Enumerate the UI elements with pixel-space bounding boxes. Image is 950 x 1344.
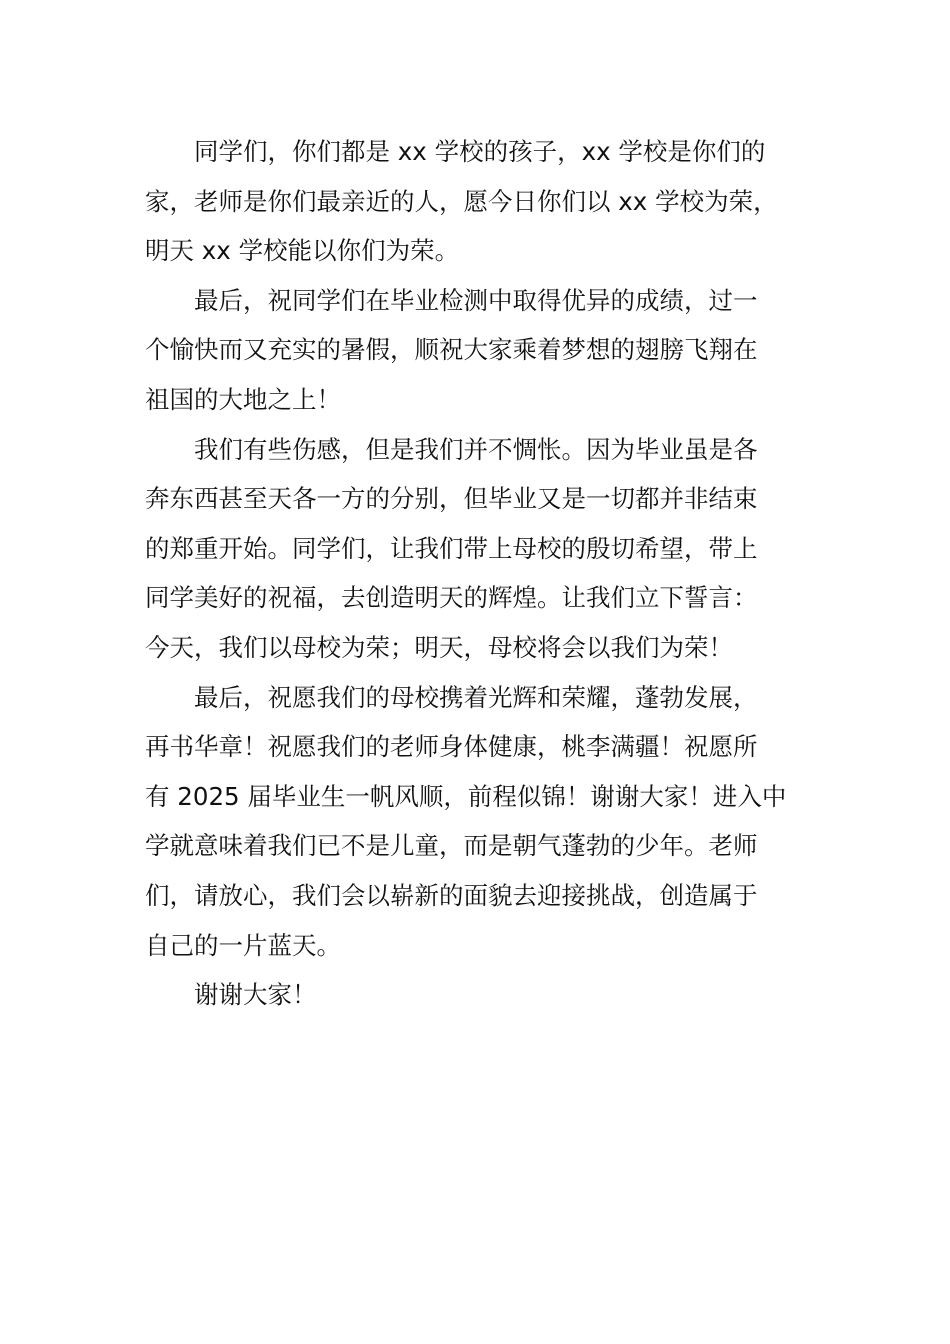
text-line: 祖国的大地之上！ bbox=[145, 384, 341, 414]
text-line: 我们有些伤感，但是我们并不惆怅。因为毕业虽是各 bbox=[194, 434, 758, 464]
paragraph-5 bbox=[145, 970, 810, 1020]
text-line: 有 2025 届毕业生一帆风顺，前程似锦！谢谢大家！进入中 bbox=[145, 781, 787, 811]
text-line: 个愉快而又充实的暑假，顺祝大家乘着梦想的翅膀飞翔在 bbox=[145, 335, 758, 365]
text-line: 们，请放心，我们会以崭新的面貌去迎接挑战，创造属于 bbox=[145, 880, 758, 910]
paragraph-1 bbox=[145, 127, 810, 276]
text-line: 奔东西甚至天各一方的分别，但毕业又是一切都并非结束 bbox=[145, 484, 758, 514]
text-line: 明天 xx 学校能以你们为荣。 bbox=[145, 236, 460, 266]
text-line: 家，老师是你们最亲近的人，愿今日你们以 xx 学校为荣， bbox=[145, 186, 778, 216]
paragraph-4 bbox=[145, 673, 810, 971]
text-line: 最后，祝同学们在毕业检测中取得优异的成绩，过一 bbox=[194, 285, 758, 315]
paragraph-2 bbox=[145, 276, 810, 425]
text-line: 今天，我们以母校为荣；明天，母校将会以我们为荣！ bbox=[145, 632, 733, 662]
text-line: 谢谢大家！ bbox=[194, 980, 317, 1010]
text-line: 同学美好的祝福，去创造明天的辉煌。让我们立下誓言： bbox=[145, 583, 758, 613]
paragraph-3 bbox=[145, 425, 810, 673]
document-body bbox=[145, 127, 810, 1020]
text-line: 自己的一片蓝天。 bbox=[145, 930, 341, 960]
text-line: 学就意味着我们已不是儿童，而是朝气蓬勃的少年。老师 bbox=[145, 831, 758, 861]
text-line: 的郑重开始。同学们，让我们带上母校的殷切希望，带上 bbox=[145, 533, 758, 563]
text-line: 再书华章！祝愿我们的老师身体健康，桃李满疆！祝愿所 bbox=[145, 732, 758, 762]
text-line: 同学们，你们都是 xx 学校的孩子，xx 学校是你们的 bbox=[194, 137, 766, 166]
text-line: 最后，祝愿我们的母校携着光辉和荣耀，蓬勃发展， bbox=[194, 682, 758, 712]
